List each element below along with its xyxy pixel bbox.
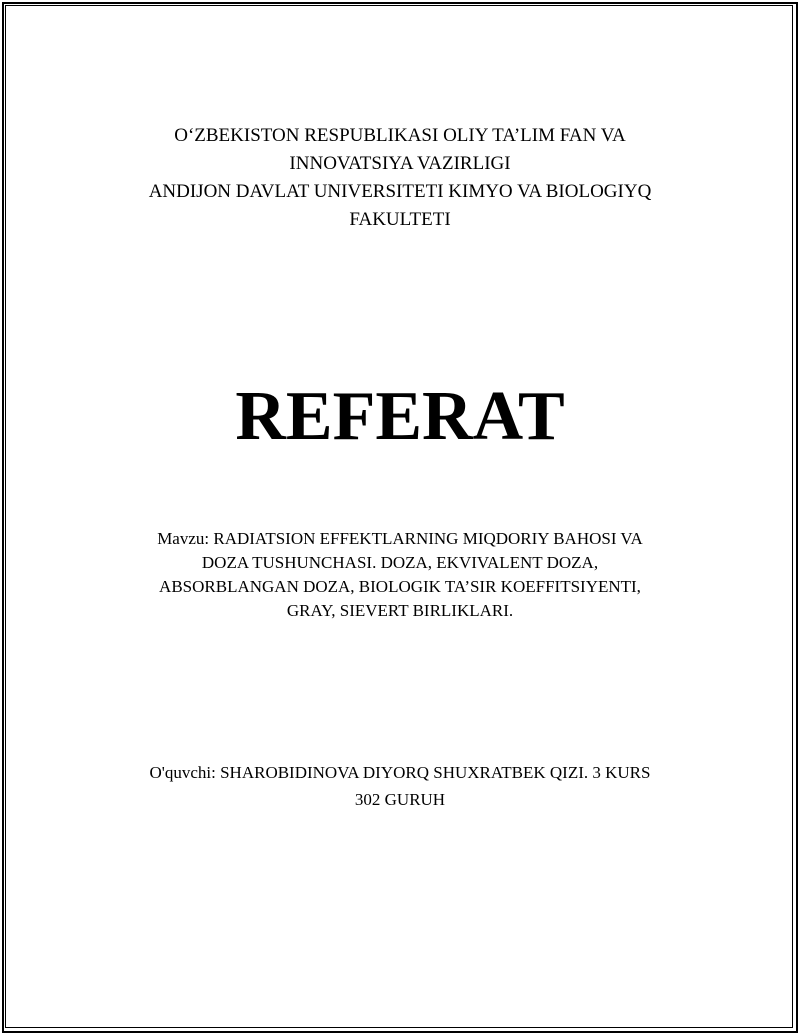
student-line: O'quvchi: SHAROBIDINOVA DIYORQ SHUXRATBEK QIZI. 3 KURS (149, 763, 651, 782)
topic-line: Mavzu: RADIATSION EFFEKTLARNING MIQDORIY BAHOSI VA (157, 529, 643, 548)
student-info (0, 759, 800, 813)
header-line: ANDIJON DAVLAT UNIVERSITETI KIMYO VA BIOLOGIYQ (148, 181, 652, 202)
header-line: FAKULTETI (349, 209, 451, 230)
topic-block (0, 527, 800, 623)
header-line: O‘ZBEKISTON RESPUBLIKASI OLIY TA’LIM FAN VA (174, 125, 626, 146)
topic-line: GRAY, SIEVERT BIRLIKLARI. (286, 601, 514, 620)
header-line: INNOVATSIYA VAZIRLIGI (289, 153, 511, 174)
ministry-header (0, 122, 800, 234)
topic-line: DOZA TUSHUNCHASI. DOZA, EKVIVALENT DOZA, (201, 553, 599, 572)
document-title: REFERAT (235, 378, 565, 455)
topic-line: ABSORBLANGAN DOZA, BIOLOGIK TA’SIR KOEFFITSIYENTI, (159, 577, 641, 596)
student-line: 302 GURUH (354, 790, 446, 809)
